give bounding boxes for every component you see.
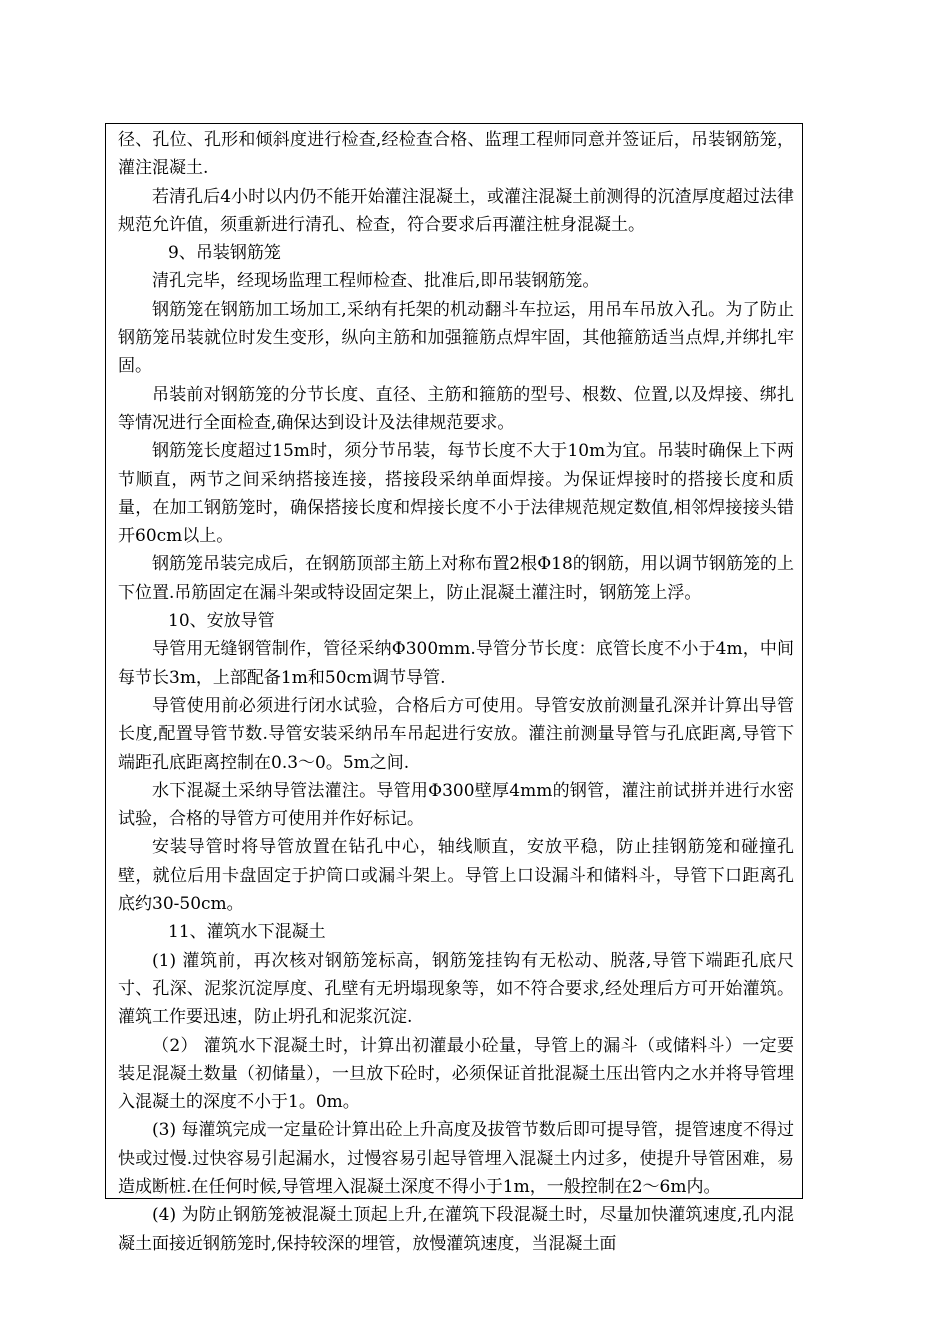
body-paragraph: 钢筋笼在钢筋加工场加工,采纳有托架的机动翻斗车拉运，用吊车吊放入孔。为了防止钢筋笼吊装就位时发生变形，纵向主筋和加强箍筋点焊牢固，其他箍筋适当点焊,并绑扎牢固。 (118, 299, 794, 377)
body-paragraph: 安装导管时将导管放置在钻孔中心，轴线顺直，安放平稳，防止挂钢筋笼和碰撞孔壁，就位后用卡盘固定于护筒口或漏斗架上。导管上口设漏斗和储料斗，导管下口距离孔底约30-50cm。 (118, 837, 794, 915)
body-paragraph: (3) 每灌筑完成一定量砼计算出砼上升高度及拔管节数后即可提导管，提管速度不得过快或过慢.过快容易引起漏水，过慢容易引起导管埋入混凝土内过多，使提升导管困难，易造成断桩.在任何时候,导管埋入混凝土深度不得小于1m，一般控制在2～6m内。 (118, 1120, 794, 1197)
body-paragraph: (4) 为防止钢筋笼被混凝土顶起上升,在灌筑下段混凝土时，尽量加快灌筑速度,孔内混凝土面接近钢筋笼时,保持较深的埋管，放慢灌筑速度，当混凝土面 (118, 1205, 794, 1254)
body-paragraph: 水下混凝土采纳导管法灌注。导管用Φ300壁厚4mm的钢管，灌注前试拼并进行水密试验，合格的导管方可使用并作好标记。 (118, 780, 794, 830)
body-paragraph: 导管使用前必须进行闭水试验，合格后方可使用。导管安放前测量孔深并计算出导管长度,配置导管节数.导管安装采纳吊车吊起进行安放。灌注前测量导管与孔底距离,导管下端距孔底距离控制在0.3～0。5m之间. (118, 695, 794, 773)
section-heading: 9、吊装钢筋笼 (168, 243, 281, 264)
section-heading: 11、灌筑水下混凝土 (168, 922, 326, 943)
body-paragraph: 钢筋笼长度超过15m时，须分节吊装，每节长度不大于10m为宜。吊装时确保上下两节顺直，两节之间采纳搭接连接，搭接段采纳单面焊接。为保证焊接时的搭接长度和质量，在加工钢筋笼时，确保搭接长度和焊接长度不小于法律规范规定数值,相邻焊接接头错开60cm以上。 (118, 441, 794, 547)
document-body (118, 126, 794, 1258)
body-paragraph: 径、孔位、孔形和倾斜度进行检查,经检查合格、监理工程师同意并签证后，吊装钢筋笼，灌注混凝土. (118, 130, 794, 179)
body-paragraph: （2） 灌筑水下混凝土时，计算出初灌最小砼量，导管上的漏斗（或储料斗）一定要装足混凝土数量（初储量），一旦放下砼时，必须保证首批混凝土压出管内之水并将导管埋入混凝土的深度不小于1。0m。 (118, 1035, 794, 1113)
body-paragraph: 吊装前对钢筋笼的分节长度、直径、主筋和箍筋的型号、根数、位置,以及焊接、绑扎等情况进行全面检查,确保达到设计及法律规范要求。 (118, 384, 794, 433)
body-paragraph: 钢筋笼吊装完成后，在钢筋顶部主筋上对称布置2根Φ18的钢筋，用以调节钢筋笼的上下位置.吊筋固定在漏斗架或特设固定架上，防止混凝土灌注时，钢筋笼上浮。 (118, 554, 794, 603)
body-paragraph: 导管用无缝钢管制作，管径采纳Φ300mm.导管分节长度：底管长度不小于4m，中间每节长3m，上部配备1m和50cm调节导管. (118, 639, 794, 688)
document-frame (105, 123, 803, 1254)
body-paragraph: 清孔完毕，经现场监理工程师检查、批准后,即吊装钢筋笼。 (152, 271, 600, 292)
body-paragraph: 若清孔后4小时以内仍不能开始灌注混凝土，或灌注混凝土前测得的沉渣厚度超过法律规范允许值，须重新进行清孔、检查，符合要求后再灌注桩身混凝土。 (118, 186, 794, 235)
body-paragraph: (1) 灌筑前，再次核对钢筋笼标高，钢筋笼挂钩有无松动、脱落,导管下端距孔底尺寸、孔深、泥浆沉淀厚度、孔壁有无坍塌现象等，如不符合要求,经处理后方可开始灌筑。灌筑工作要迅速，防止坍孔和泥浆沉淀. (118, 950, 794, 1028)
section-heading: 10、安放导管 (168, 611, 275, 632)
